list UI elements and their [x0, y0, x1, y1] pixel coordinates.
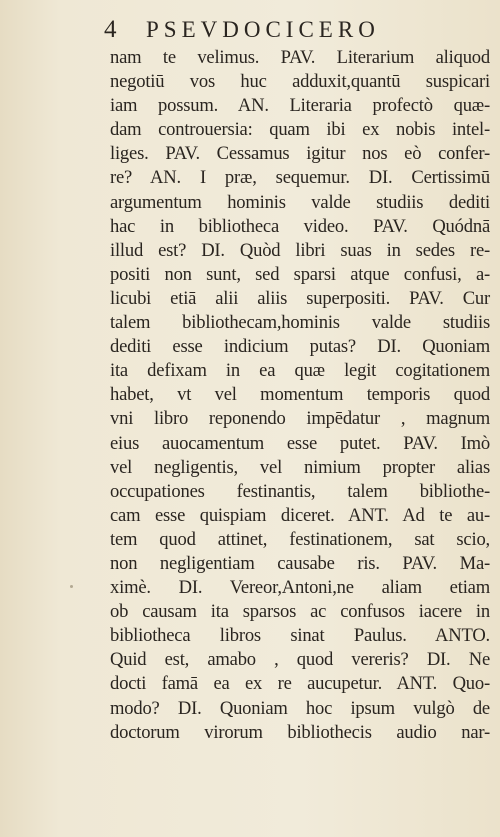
text-line: talem bibliothecam,hominis valde studiis [110, 312, 490, 334]
text-line: dam controuersia: quam ibi ex nobis intel- [110, 119, 490, 141]
page-number: 4 [104, 16, 117, 43]
text-line: vni libro reponendo impēdatur , magnum [110, 408, 490, 430]
text-line: hac in bibliotheca video. PAV. Quódnā [110, 215, 490, 237]
text-line: re? AN. I præ, sequemur. DI. Certissimū [110, 167, 490, 189]
page-header [104, 14, 484, 46]
text-line: ita defixam in ea quæ legit cogitationem [110, 360, 490, 382]
text-line: ob causam ita sparsos ac confusos iacere in [110, 601, 490, 623]
text-line: illud est? DI. Quòd libri suas in sedes re- [110, 239, 490, 261]
text-line: iam possum. AN. Literaria profectò quæ- [110, 95, 490, 117]
text-line: non negligentiam causabe ris. PAV. Ma- [110, 552, 490, 574]
text-line: argumentum hominis valde studiis dediti [110, 191, 490, 213]
paper-speck [70, 585, 73, 588]
text-line: docti famā ea ex re aucupetur. ANT. Quo- [110, 673, 490, 695]
text-line: cam esse quispiam diceret. ANT. Ad te au- [110, 504, 490, 526]
text-line: positi non sunt, sed sparsi atque confusi, a- [110, 263, 490, 285]
text-line: dediti esse indicium putas? DI. Quoniam [110, 336, 490, 358]
text-line: ximè. DI. Vereor,Antoni,ne aliam etiam [110, 577, 490, 599]
text-line: doctorum virorum bibliothecis audio nar- [110, 721, 490, 743]
text-line: liges. PAV. Cessamus igitur nos eò confer- [110, 143, 490, 165]
text-line: habet, vt vel momentum temporis quod [110, 384, 490, 406]
text-line: nam te velimus. PAV. Literarium aliquod [110, 47, 490, 68]
text-line: Quid est, amabo , quod vereris? DI. Ne [110, 649, 490, 671]
running-title: PSEVDOCICERO [146, 17, 380, 42]
text-line: negotiū vos huc adduxit,quantū suspicari [110, 71, 490, 93]
text-line: modo? DI. Quoniam hoc ipsum vulgò de [110, 697, 490, 719]
text-line: tem quod attinet, festinationem, sat scio, [110, 528, 490, 550]
text-line: occupationes festinantis, talem bibliothe- [110, 480, 490, 502]
text-line: bibliotheca libros sinat Paulus. ANTO. [110, 625, 490, 647]
text-line: vel negligentis, vel nimium propter alias [110, 456, 490, 478]
text-line: licubi etiā alii aliis superpositi. PAV. Cur [110, 287, 490, 309]
body-text [110, 46, 490, 745]
text-line: eius auocamentum esse putet. PAV. Imò [110, 432, 490, 454]
